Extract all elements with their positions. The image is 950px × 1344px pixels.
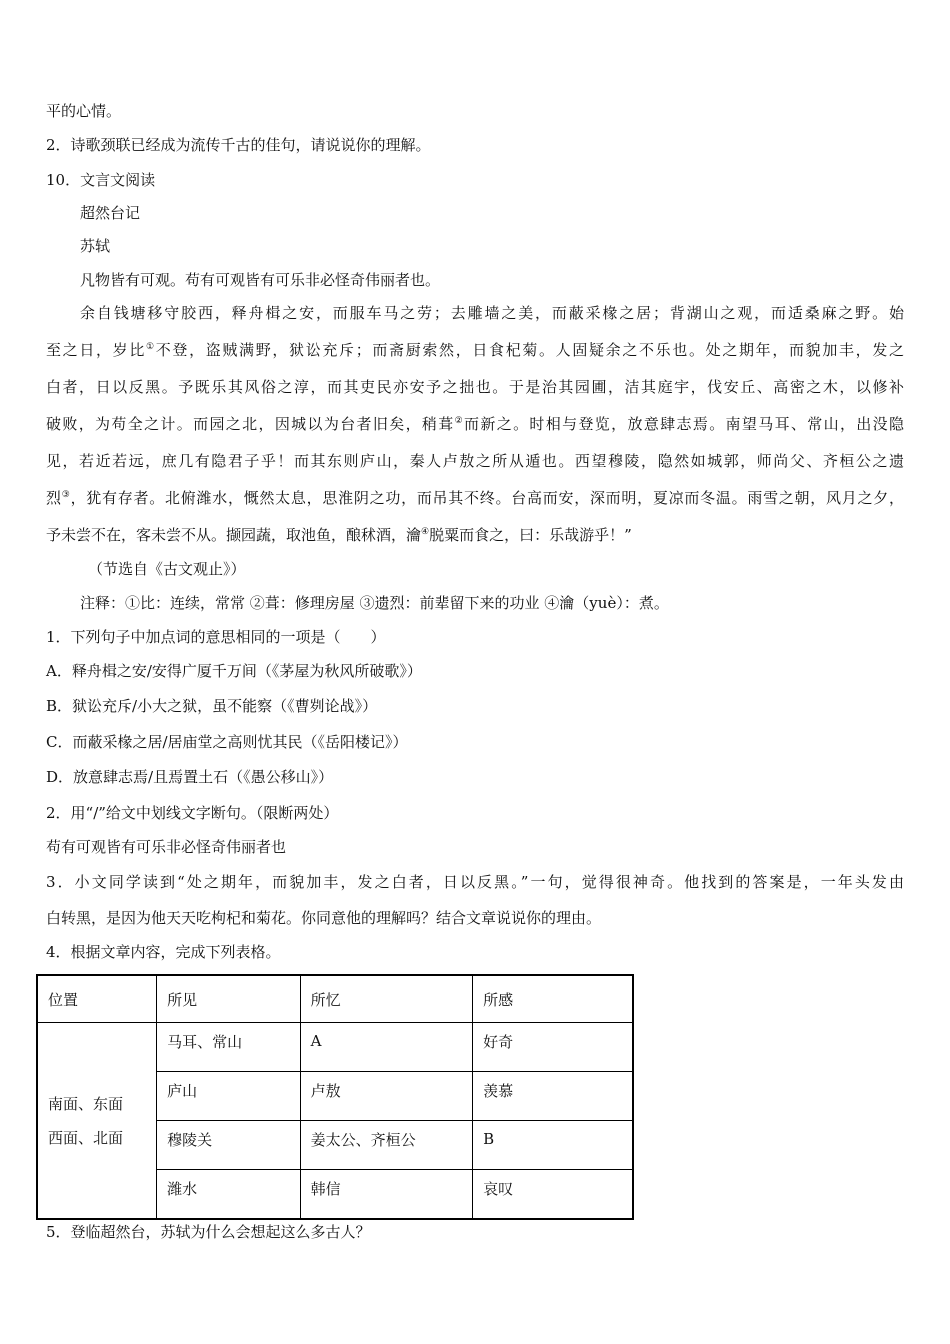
essay-text: 予未尝不在，客未尝不从。撷园蔬，取池鱼，酿秫酒，瀹 xyxy=(46,526,422,544)
footnote-marker: ③ xyxy=(61,490,71,500)
table-header: 所忆 xyxy=(300,975,472,1023)
recalled-text: 姜太公、齐桓公 xyxy=(310,1130,416,1149)
table-header: 位置 xyxy=(37,975,157,1023)
option-d: D．放意肆志焉/且焉置土石（《愚公移山》） xyxy=(46,768,334,786)
recalled-text: 卢敖 xyxy=(310,1081,341,1100)
essay-line xyxy=(46,488,904,508)
question-3-cont: 白转黑，是因为他天天吃枸杞和菊花。你同意他的理解吗？结合文章说说你的理由。 xyxy=(46,909,602,927)
essay-paragraph-1: 凡物皆有可观。苟有可观皆有可乐非必怪奇伟丽者也。 xyxy=(80,271,441,289)
essay-text: 而新之。时相与登览，放意肆志焉。南望马耳、常山，出没隐 xyxy=(464,415,904,433)
question-3: 3．小文同学读到“处之期年，而貌加丰，发之白者，日以反黑。”一句，觉得很神奇。他找到的答案是，一年头发由 xyxy=(46,873,904,891)
table-cell xyxy=(157,1072,301,1121)
section-heading: 10．文言文阅读 xyxy=(46,171,156,189)
answer-table xyxy=(36,974,634,1220)
question-1: 1．下列句子中加点词的意思相同的一项是（ ） xyxy=(46,628,386,646)
table-row xyxy=(37,1023,633,1072)
essay-text: 至之日，岁比 xyxy=(46,341,146,359)
table-header-row xyxy=(37,975,633,1023)
recalled-text: 韩信 xyxy=(310,1179,341,1198)
seen-text: 潍水 xyxy=(167,1179,198,1198)
essay-text: 脱粟而食之，曰：乐哉游乎！” xyxy=(429,526,632,544)
table-header: 所见 xyxy=(157,975,301,1023)
option-c: C．而蔽采椽之居/居庙堂之高则忧其民（《岳阳楼记》） xyxy=(46,733,408,751)
question-2-prev: 2．诗歌颈联已经成为流传千古的佳句，请说说你的理解。 xyxy=(46,136,431,154)
position-line: 西面、北面 xyxy=(48,1128,124,1147)
footnote-marker: ① xyxy=(146,342,156,352)
question-4: 4．根据文章内容，完成下列表格。 xyxy=(46,943,281,961)
footnote-marker: ② xyxy=(454,416,465,426)
position-line: 南面、东面 xyxy=(48,1094,124,1113)
option-a: A．释舟楫之安/安得广厦千万间（《茅屋为秋风所破歌》） xyxy=(46,662,422,680)
table-cell xyxy=(300,1023,472,1072)
essay-line: 余自钱塘移守胶西，释舟楫之安，而服车马之劳；去雕墙之美，而蔽采椽之居；背湖山之观，而适桑麻之野。始 xyxy=(80,304,904,322)
essay-line xyxy=(46,525,632,545)
question-2-text: 苟有可观皆有可乐非必怪奇伟丽者也 xyxy=(46,838,287,856)
essay-text: 烈 xyxy=(46,489,62,507)
felt-text: 哀叹 xyxy=(483,1179,514,1198)
essay-text: ，犹有存者。北俯潍水，慨然太息，思淮阴之功，而吊其不终。台高而安，深而明，夏凉而冬温。雨雪之朝，风月之夕， xyxy=(70,489,904,507)
essay-text: 破败，为苟全之计。而园之北，因城以为台者旧矣，稍葺 xyxy=(46,415,455,433)
essay-line: 白者，日以反黑。予既乐其风俗之淳，而其吏民亦安予之拙也。于是治其园圃，洁其庭宇，伐安丘、高密之木，以修补 xyxy=(46,378,904,396)
text-line: 平的心情。 xyxy=(46,102,122,120)
table-cell xyxy=(157,1121,301,1170)
position-cell xyxy=(37,1023,157,1220)
felt-text: B xyxy=(483,1130,495,1148)
felt-text: 好奇 xyxy=(483,1032,514,1051)
essay-author: 苏轼 xyxy=(80,237,111,255)
table-cell xyxy=(473,1072,633,1121)
essay-text: 不登，盗贼满野，狱讼充斥；而斋厨索然，日食杞菊。人固疑余之不乐也。处之期年，而貌加丰，发之 xyxy=(155,341,904,359)
recalled-text: A xyxy=(310,1032,322,1050)
seen-text: 马耳、常山 xyxy=(167,1032,243,1051)
felt-text: 羡慕 xyxy=(483,1081,514,1100)
footnote-marker: ④ xyxy=(421,527,430,537)
table-cell xyxy=(300,1072,472,1121)
table-cell xyxy=(473,1023,633,1072)
table-cell xyxy=(473,1170,633,1220)
table-cell xyxy=(157,1170,301,1220)
table-cell xyxy=(157,1023,301,1072)
essay-line xyxy=(46,340,904,360)
source-citation: （节选自《古文观止》） xyxy=(88,560,246,578)
question-5: 5．登临超然台，苏轼为什么会想起这么多古人？ xyxy=(46,1223,371,1241)
table-cell xyxy=(473,1121,633,1170)
table-header: 所感 xyxy=(473,975,633,1023)
seen-text: 庐山 xyxy=(167,1081,198,1100)
table-cell xyxy=(300,1170,472,1220)
question-2: 2．用“/”给文中划线文字断句。（限断两处） xyxy=(46,804,339,822)
essay-line xyxy=(46,414,904,434)
essay-line: 见，若近若远，庶几有隐君子乎！而其东则庐山，秦人卢敖之所从遁也。西望穆陵，隐然如城郭，师尚父、齐桓公之遗 xyxy=(46,452,904,470)
essay-title: 超然台记 xyxy=(80,204,141,222)
table-cell xyxy=(300,1121,472,1170)
footnotes: 注释：①比：连续，常常 ②葺：修理房屋 ③遗烈：前辈留下来的功业 ④瀹（yuè）：煮。 xyxy=(80,594,669,612)
seen-text: 穆陵关 xyxy=(167,1130,213,1149)
option-b: B．狱讼充斥/小大之狱，虽不能察（《曹刿论战》） xyxy=(46,697,378,715)
